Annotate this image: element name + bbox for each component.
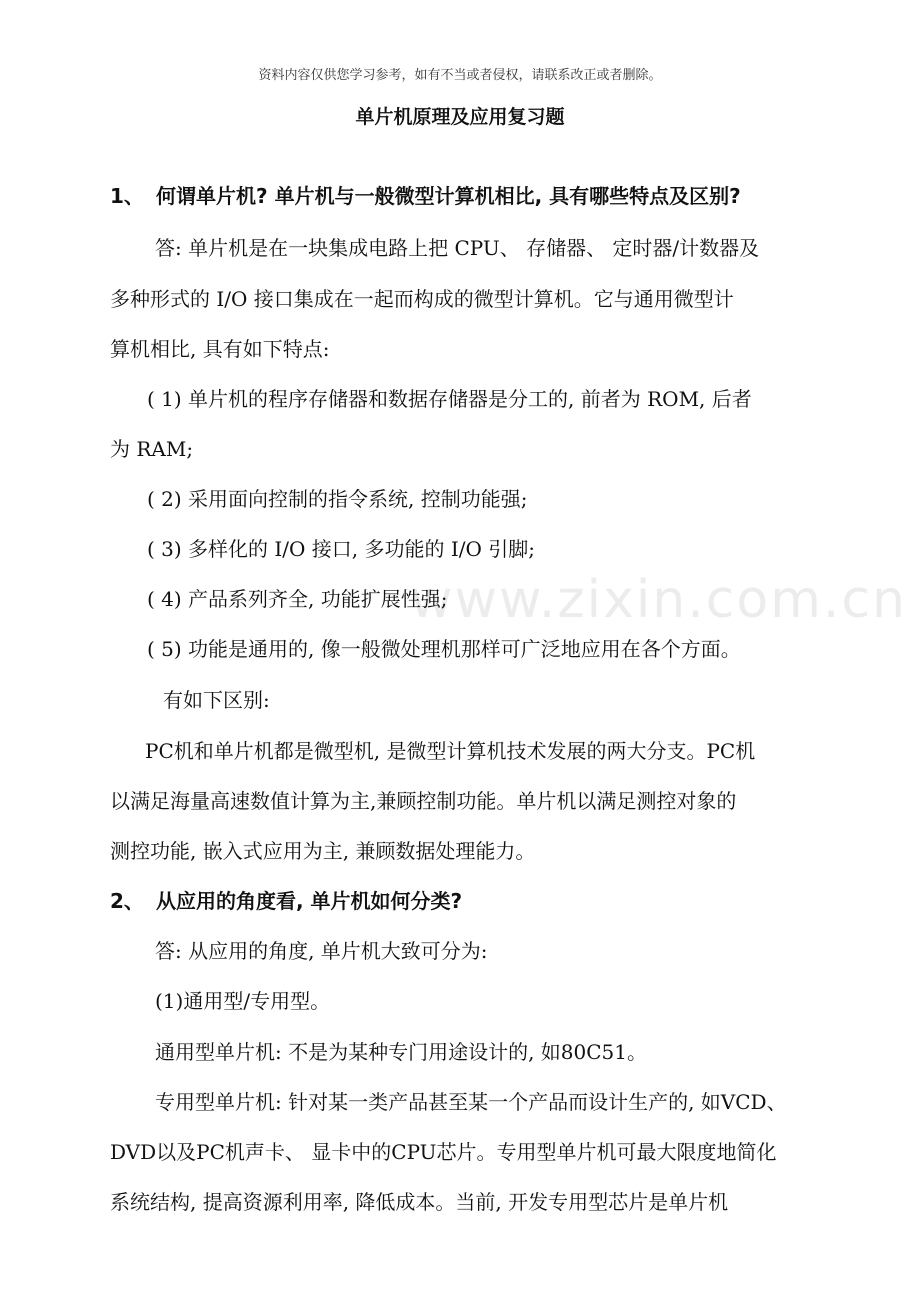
difference-line-3: 测控功能, 嵌入式应用为主, 兼顾数据处理能力。 xyxy=(110,839,536,863)
difference-line-2: 以满足海量高速数值计算为主,兼顾控制功能。单片机以满足测控对象的 xyxy=(110,789,737,813)
feature-item-2: ( 2) 采用面向控制的指令系统, 控制功能强; xyxy=(147,487,528,511)
question-2-text: 从应用的角度看, 单片机如何分类? xyxy=(156,889,463,913)
answer-2-line-5: DVD以及PC机声卡、 显卡中的CPU芯片。专用型单片机可最大限度地简化 xyxy=(110,1140,777,1164)
answer-2-line-4: 专用型单片机: 针对某一类产品甚至某一个产品而设计生产的, 如VCD、 xyxy=(155,1090,787,1114)
feature-item-3: ( 3) 多样化的 I/O 接口, 多功能的 I/O 引脚; xyxy=(147,537,535,561)
answer-2-line-1: 答: 从应用的角度, 单片机大致可分为: xyxy=(155,939,488,963)
question-1 xyxy=(110,180,741,209)
feature-item-1: ( 1) 单片机的程序存储器和数据存储器是分工的, 前者为 ROM, 后者 xyxy=(147,387,752,411)
watermark: www.zixin.com.cn xyxy=(410,570,907,630)
feature-item-1-cont: 为 RAM; xyxy=(110,437,194,461)
question-2-number: 2、 xyxy=(110,889,144,913)
difference-line-1: PC机和单片机都是微型机, 是微型计算机技术发展的两大分支。PC机 xyxy=(145,739,756,763)
copyright-notice: 资料内容仅供您学习参考，如有不当或者侵权，请联系改正或者删除。 xyxy=(258,68,662,83)
question-1-text: 何谓单片机? 单片机与一般微型计算机相比, 具有哪些特点及区别? xyxy=(156,184,741,208)
difference-intro: 有如下区别: xyxy=(163,688,270,712)
question-1-number: 1、 xyxy=(110,184,144,208)
page-title: 单片机原理及应用复习题 xyxy=(355,106,565,128)
answer-2-line-2: (1)通用型/专用型。 xyxy=(155,989,331,1013)
answer-1-line-2: 多种形式的 I/O 接口集成在一起而构成的微型计算机。它与通用微型计 xyxy=(110,287,734,311)
feature-item-5: ( 5) 功能是通用的, 像一般微处理机那样可广泛地应用在各个方面。 xyxy=(147,637,741,661)
answer-1-line-3: 算机相比, 具有如下特点: xyxy=(110,337,330,361)
answer-2-line-3: 通用型单片机: 不是为某种专门用途设计的, 如80C51。 xyxy=(155,1040,648,1064)
feature-item-4: ( 4) 产品系列齐全, 功能扩展性强; xyxy=(147,587,448,611)
question-2 xyxy=(110,885,462,914)
answer-2-line-6: 系统结构, 提高资源利用率, 降低成本。当前, 开发专用型芯片是单片机 xyxy=(110,1190,729,1214)
answer-1-line-1: 答: 单片机是在一块集成电路上把 CPU、 存储器、 定时器/计数器及 xyxy=(155,236,760,260)
